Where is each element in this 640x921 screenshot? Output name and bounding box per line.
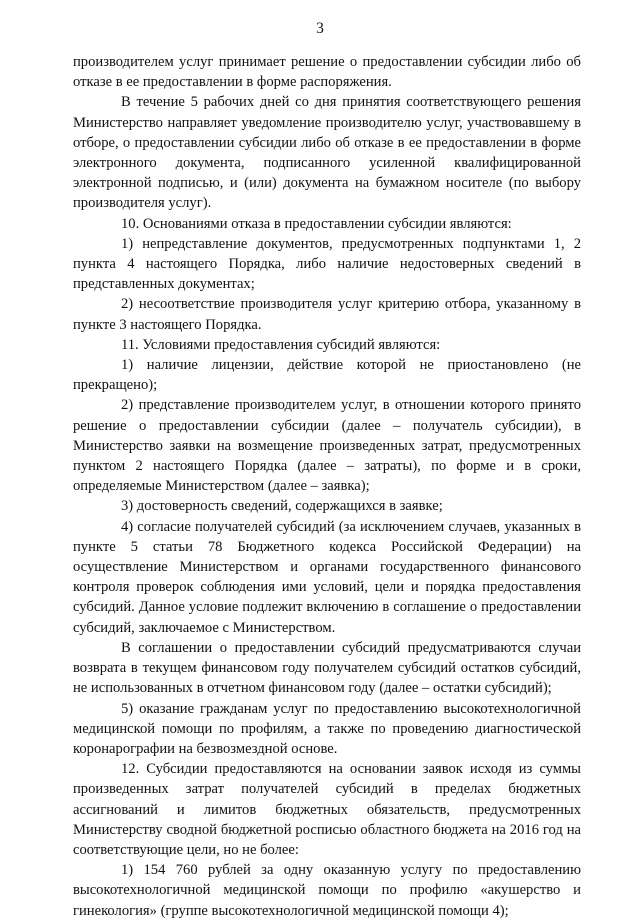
paragraph-notification: В течение 5 рабочих дней со дня принятия соответствующего решения Министерство направляет уведомление производителю услуг, участвовавшему в отборе, о предоставлении субсидии либо об отказе в ее предоставлении в форме электронного документа, подписанного усиленной квалифицированной электронной подписью, и (или) документа на бумажном носителе (по выбору производителя услуг). (73, 94, 581, 212)
paragraph-item-10-1: 1) непредставление документов, предусмотренных подпунктами 1, 2 пункта 4 настоящего Порядка, либо наличие недостоверных сведений в представленных документах; (73, 235, 581, 293)
paragraph-item-10-2: 2) несоответствие производителя услуг критерию отбора, указанному в пункте 3 настоящего Порядка. (73, 296, 581, 333)
paragraph-item-10-heading: 10. Основаниями отказа в предоставлении субсидии являются: (121, 215, 512, 232)
paragraph-item-11-3: 3) достоверность сведений, содержащихся в заявке; (121, 498, 443, 515)
paragraph-item-12-1: 1) 154 760 рублей за одну оказанную услугу по предоставлению высокотехнологичной медицинской помощи по профилю «акушерство и гинекология» (группе высокотехнологичной медицинской помощи 4); (73, 862, 581, 919)
document-body (73, 52, 581, 921)
paragraph-item-11-2: 2) представление производителем услуг, в отношении которого принято решение о предоставлении субсидии (далее – получатель субсидии), в Министерство заявки на возмещение произведенных затрат, предусмотренных пунктом 2 настоящего Порядка (далее – затраты), по форме и в сроки, определяемые Министерством (далее – заявка); (73, 397, 581, 495)
paragraph-decision-continuation: производителем услуг принимает решение о предоставлении субсидии либо об отказе в ее предоставлении в форме распоряжения. (73, 54, 581, 91)
paragraph-item-12-heading: 12. Субсидии предоставляются на основании заявок исходя из суммы произведенных затрат получателей субсидий в пределах бюджетных ассигнований и лимитов бюджетных обязательств, предусмотренных Министерству сводной бюджетной росписью областного бюджета на 2016 год на соответствующие цели, но не более: (73, 761, 581, 858)
paragraph-item-11-heading: 11. Условиями предоставления субсидий являются: (121, 336, 441, 353)
paragraph-item-11-4: 4) согласие получателей субсидий (за исключением случаев, указанных в пункте 5 статьи 78 Бюджетного кодекса Российской Федерации) на осуществление Министерством и органами государственного финансового контроля проверок соблюдения ими условий, цели и порядка предоставления субсидий. Данное условие подлежит включению в соглашение о предоставлении субсидий, заключаемое с Министерством. (73, 518, 581, 636)
paragraph-item-11-5: 5) оказание гражданам услуг по предоставлению высокотехнологичной медицинской помощи по профилям, а также по проведению диагностической коронарографии на безвозмездной основе. (73, 700, 581, 757)
paragraph-item-11-1: 1) наличие лицензии, действие которой не приостановлено (не прекращено); (73, 357, 581, 394)
page-number: 3 (316, 20, 324, 37)
paragraph-agreement-return: В соглашении о предоставлении субсидий предусматриваются случаи возврата в текущем финансовом году получателем субсидий остатков субсидий, не использованных в отчетном финансовом году (далее – остатки субсидий); (73, 639, 581, 697)
